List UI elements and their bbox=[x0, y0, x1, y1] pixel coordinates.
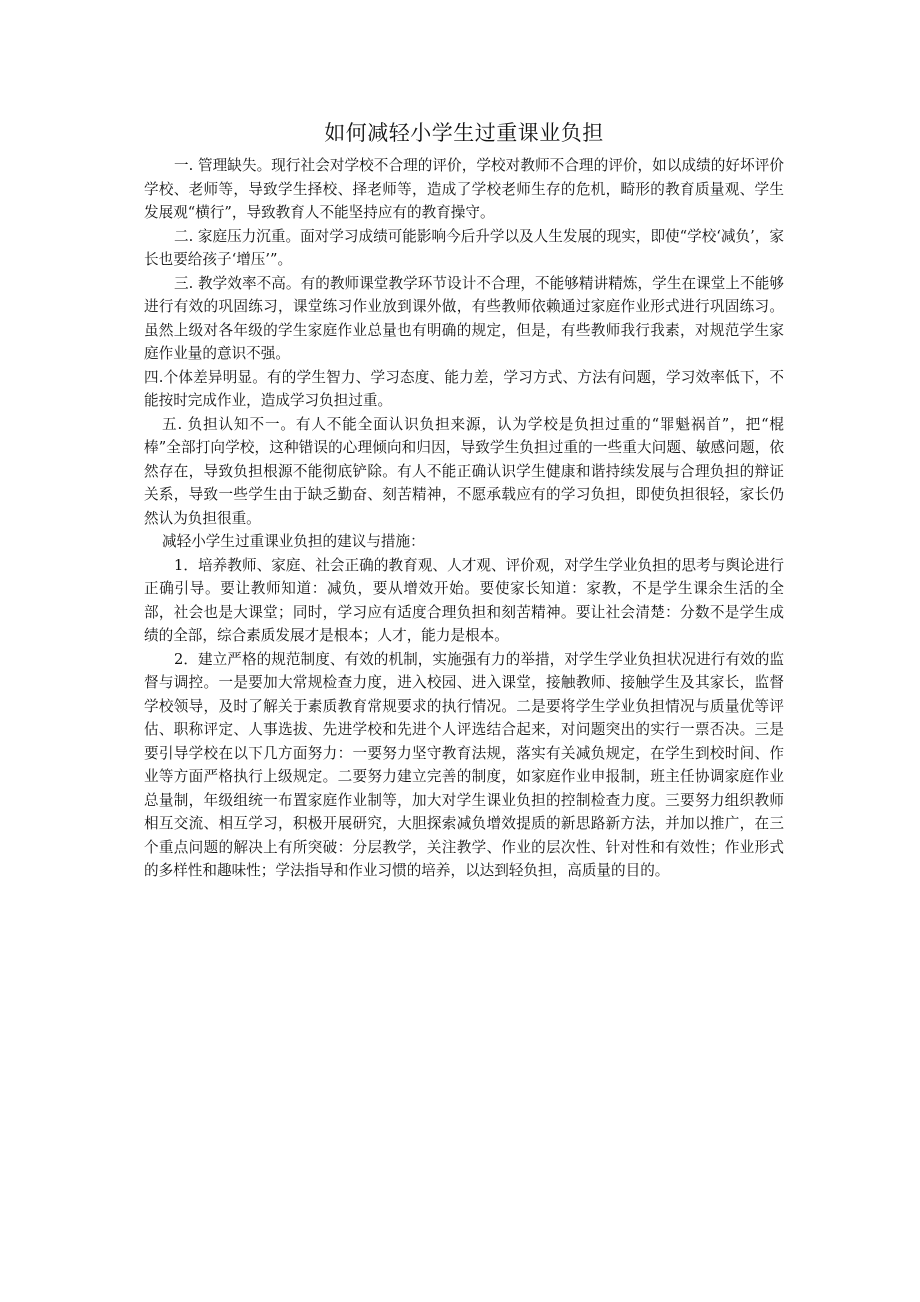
document-title: 如何减轻小学生过重课业负担 bbox=[324, 121, 604, 145]
paragraph-burden-cognition: 五. 负担认知不一。有人不能全面认识负担来源，认为学校是负担过重的“罪魁祸首”，把“棍棒”全部打向学校，这种错误的心理倾向和归因，导致学生负担过重的一些重大问题、敏感问题，依然存在，导致负担根源不能彻底铲除。有人不能正确认识学生健康和谐持续发展与合理负担的辩证关系，导致一些学生由于缺乏勤奋、刻苦精神，不愿承载应有的学习负担，即使负担很轻，家长仍然认为负担很重。 bbox=[144, 415, 784, 527]
paragraph-suggestions-heading: 减轻小学生过重课业负担的建议与措施： bbox=[162, 533, 425, 550]
paragraph-management: 一. 管理缺失。现行社会对学校不合理的评价，学校对教师不合理的评价，如以成绩的好坏评价学校、老师等，导致学生择校、择老师等，造成了学校老师生存的危机，畸形的教育质量观、学生发展观“横行”，导致教育人不能坚持应有的教育操守。 bbox=[144, 157, 784, 221]
paragraph-family-pressure: 二. 家庭压力沉重。面对学习成绩可能影响今后升学以及人生发展的现实，即使“学校‘减负’，家长也要给孩子‘增压’”。 bbox=[144, 227, 784, 268]
paragraph-suggestion-2: 2．建立严格的规范制度、有效的机制，实施强有力的举措，对学生学业负担状况进行有效的监督与调控。一是要加大常规检查力度，进入校园、进入课堂，接触教师、接触学生及其家长，监督学校领导，及时了解关于素质教育常规要求的执行情况。二是要将学生学业负担情况与质量优等评估、职称评定、人事选拔、先进学校和先进个人评选结合起来，对问题突出的实行一票否决。三是要引导学校在以下几方面努力：一要努力坚守教育法规，落实有关减负规定，在学生到校时间、作业等方面严格执行上级规定。二要努力建立完善的制度，如家庭作业申报制，班主任协调家庭作业总量制，年级组统一布置家庭作业制等，加大对学生课业负担的控制检查力度。三要努力组织教师相互交流、相互学习，积极开展研究，大胆探索减负增效提质的新思路新方法，并加以推广，在三个重点问题的解决上有所突破：分层教学，关注教学、作业的层次性、针对性和有效性；作业形式的多样性和趣味性；学法指导和作业习惯的培养，以达到轻负担，高质量的目的。 bbox=[144, 650, 784, 879]
paragraph-individual-differences: 四.个体差异明显。有的学生智力、学习态度、能力差，学习方式、方法有问题，学习效率低下，不能按时完成作业，造成学习负担过重。 bbox=[144, 368, 784, 409]
document-page bbox=[144, 118, 784, 883]
paragraph-teaching-efficiency: 三. 教学效率不高。有的教师课堂教学环节设计不合理，不能够精讲精炼，学生在课堂上不能够进行有效的巩固练习，课堂练习作业放到课外做，有些教师依赖通过家庭作业形式进行巩固练习。虽然上级对各年级的学生家庭作业总量也有明确的规定，但是，有些教师我行我素，对规范学生家庭作业量的意识不强。 bbox=[144, 274, 784, 362]
paragraph-suggestion-1: 1．培养教师、家庭、社会正确的教育观、人才观、评价观，对学生学业负担的思考与舆论进行正确引导。要让教师知道：减负，要从增效开始。要使家长知道：家教，不是学生课余生活的全部，社会也是大课堂；同时，学习应有适度合理负担和刻苦精神。要让社会清楚：分数不是学生成绩的全部，综合素质发展才是根本；人才，能力是根本。 bbox=[144, 556, 784, 644]
